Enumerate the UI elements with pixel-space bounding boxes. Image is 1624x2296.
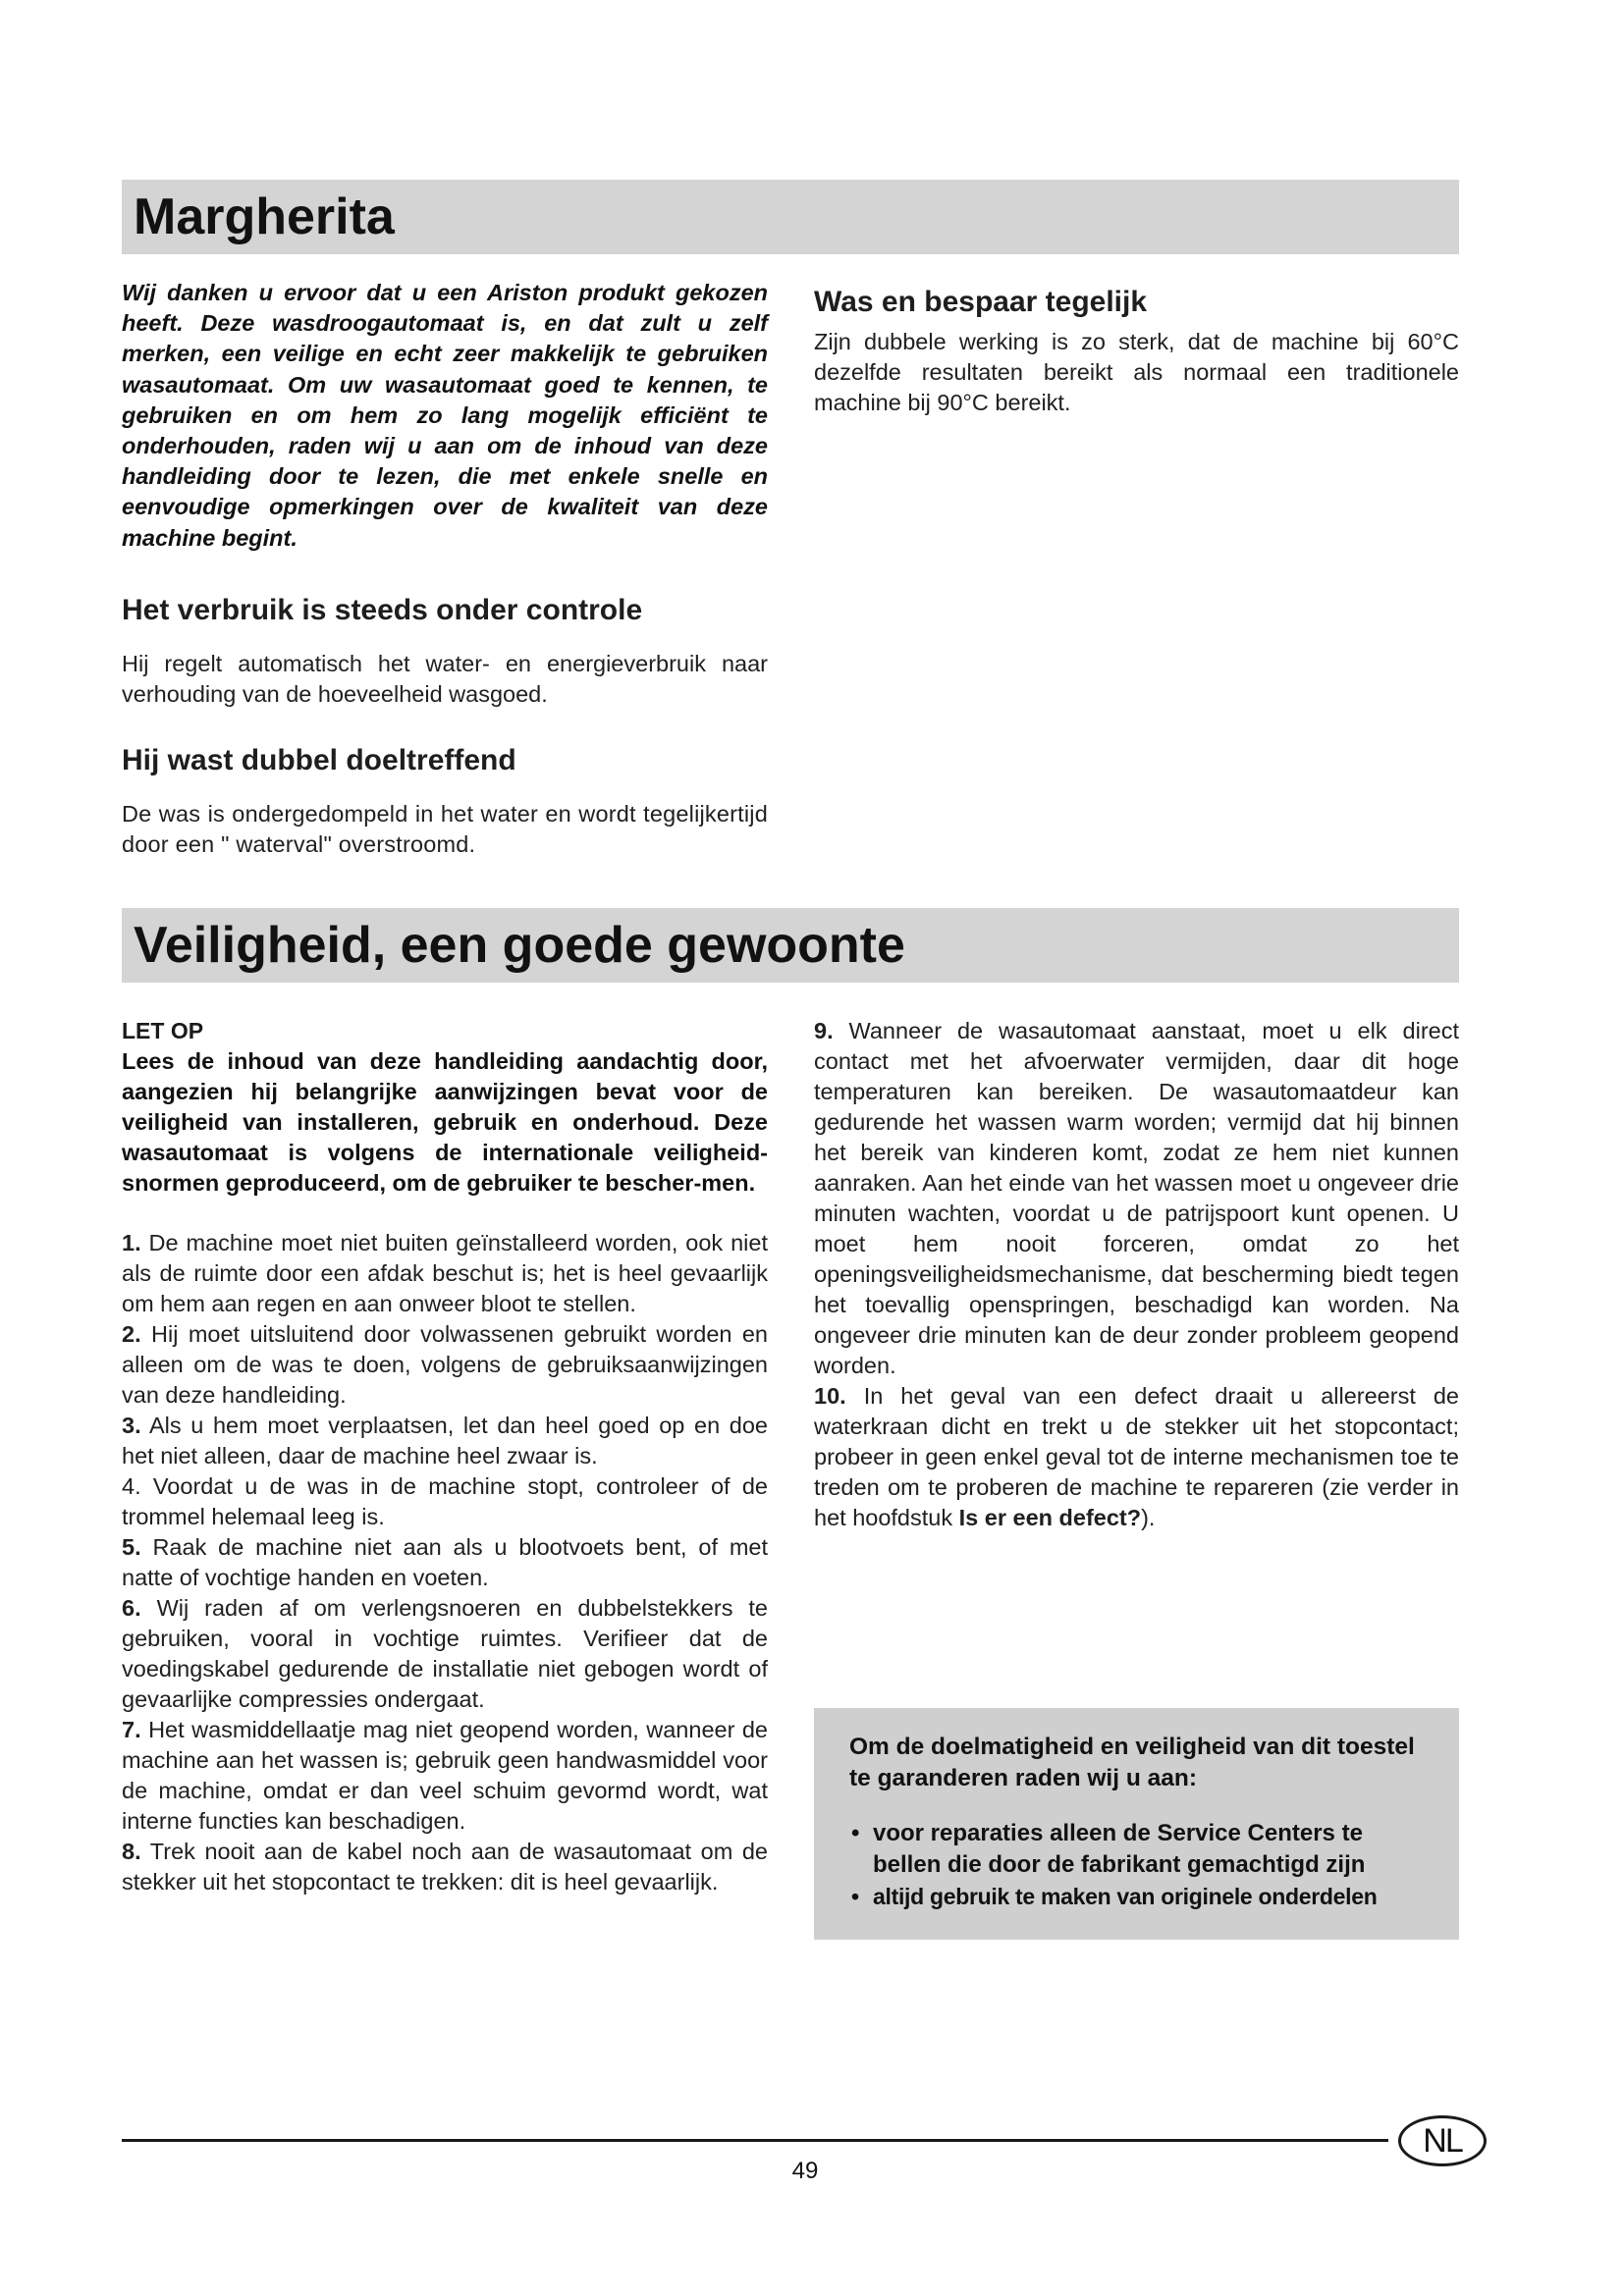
safety-item [122,1411,768,1471]
safety-item-text: In het geval van een defect draait u allereerst de waterkraan dicht en trekt u de stekker uit het stopcontact; probeer in geen enkel geval tot de interne mechanismen toe te treden om te proberen de machine te repareren (zie verder in het hoofdstuk [814,1383,1459,1530]
safety-item-text: Voordat u de was in de machine stopt, controleer of de trommel helemaal leeg is. [122,1473,768,1529]
intro-paragraph: Wij danken u ervoor dat u een Ariston produkt gekozen heeft. Deze wasdroogautomaat is, en dat zult u zelf merken, een veilige en echt zeer makkelijk te gebruiken wasautomaat. Om uw wasautomaat goed te kennen, te gebruiken en om hem zo lang mogelijk efficiënt te onderhouden, raden wij u aan om de inhoud van deze handleiding door te lezen, die met enkele snelle en eenvoudige opmerkingen over de kwaliteit van deze machine begint. [122,280,768,551]
safety-item [814,1381,1459,1533]
safety-item-number: 6. [122,1595,141,1621]
safety-item-text: Trek nooit aan de kabel noch aan de wasautomaat om de stekker uit het stopcontact te trekken: dit is heel gevaarlijk. [122,1839,768,1895]
safety-item-text: Wij raden af om verlengsnoeren en dubbelstekkers te gebruiken, vooral in vochtige ruimtes. Verifieer dat de voedingskabel gedurende de installatie niet gebogen wordt of gevaarlijke compressies ondergaat. [122,1595,768,1712]
advice-item: • altijd gebruik te maken van originele onderdelen [849,1881,1424,1912]
safety-item-number: 4. [122,1473,141,1499]
feature-text-double-wash: De was is ondergedompeld in het water en wordt tegelijkertijd door een " waterval" overstroomd. [122,800,768,857]
safety-item-number: 7. [122,1717,141,1742]
safety-item-number: 3. [122,1413,141,1438]
advice-item: • voor reparaties alleen de Service Centers te bellen die door de fabrikant gemachtigd zijn [849,1818,1424,1881]
feature-heading-save: Was en bespaar tegelijk [814,286,1148,318]
safety-item-number: 2. [122,1321,141,1347]
safety-item [122,1228,768,1319]
language-badge: NL [1398,2115,1487,2166]
safety-list-left [122,1228,768,1897]
safety-item-text: Wanneer de wasautomaat aanstaat, moet u elk direct contact met het afvoerwater vermijden, daar dit hoge temperaturen kan bereiken. De wasautomaatdeur kan gedurende het wassen warm worden; vermijd dat hij binnen het bereik van kinderen komt, zodat ze hem niet kunnen aanraken. Aan het einde van het wassen moet u ongeveer drie minuten wachten, voordat u de patrijspoort kunt openen. U moet hem nooit forceren, omdat zo het openingsveiligheidsmechanisme, dat bescherming biedt tegen het toevallig openspringen, beschadigd kan worden. Na ongeveer drie minuten kan de deur zonder probleem geopend worden. [814,1018,1459,1378]
safety-item-text: Het wasmiddellaatje mag niet geopend worden, wanneer de machine aan het wassen is; gebruik geen handwasmiddel voor de machine, omdat er dan veel schuim gevormd wordt, wat interne functies kan beschadigen. [122,1717,769,1834]
advice-box [814,1708,1459,1940]
safety-item-text: Hij moet uitsluitend door volwassenen gebruikt worden en alleen om de was te doen, volgens de gebruiksaanwijzingen van deze handleiding. [122,1321,768,1408]
safety-item [814,1016,1459,1381]
safety-item [122,1837,768,1897]
advice-box-title: Om de doelmatigheid en veiligheid van dit toestel te garanderen raden wij u aan: [849,1734,1415,1791]
safety-item-number: 5. [122,1534,141,1560]
safety-item-number: 9. [814,1018,834,1043]
safety-item [122,1715,768,1837]
feature-heading-consumption: Het verbruik is steeds onder controle [122,593,643,626]
safety-item-text: De machine moet niet buiten geïnstalleerd worden, ook niet als de ruimte door een afdak beschut is; het is heel gevaarlijk om hem aan regen en aan onweer bloot te stellen. [122,1230,768,1316]
safety-left-column [122,1016,768,1897]
safety-item [122,1593,768,1715]
safety-item [122,1532,768,1593]
safety-item-text: Als u hem moet verplaatsen, let dan heel goed op en doe het niet alleen, daar de machine heel zwaar is. [122,1413,768,1468]
save-column [814,286,1459,418]
advice-list [849,1818,1424,1912]
safety-right-column [814,1016,1459,1533]
page-number: 49 [791,2158,819,2184]
safety-item-number: 1. [122,1230,141,1255]
warning-text: Lees de inhoud van deze handleiding aandachtig door, aangezien hij belangrijke aanwijzingen bevat voor de veiligheid van installeren, gebruik en onderhoud. Deze wasautomaat is volgens de internationale veiligheid-snormen geproduceerd, om de gebruiker te bescher-men. [122,1048,768,1196]
footer-rule [122,2139,1388,2142]
section-title-safety: Veiligheid, een goede gewoonte [122,908,1459,983]
warning-label: LET OP [122,1018,204,1043]
feature-text-save: Zijn dubbele werking is zo sterk, dat de machine bij 60°C dezelfde resultaten bereikt als normaal een traditionele machine bij 90°C bereikt. [814,329,1459,415]
defect-chapter-reference: Is er een defect? [958,1505,1142,1530]
safety-item-number: 8. [122,1839,141,1864]
feature-heading-double-wash: Hij wast dubbel doeltreffend [122,743,516,776]
safety-item-text: Raak de machine niet aan als u blootvoets bent, of met natte of vochtige handen en voeten. [122,1534,768,1590]
safety-item-number: 10. [814,1383,846,1409]
intro-column [122,278,768,860]
section-title-margherita: Margherita [122,180,1459,254]
feature-text-consumption: Hij regelt automatisch het water- en energieverbruik naar verhouding van de hoeveelheid wasgoed. [122,650,768,707]
safety-item-tail: ). [1141,1505,1156,1530]
safety-item [122,1319,768,1411]
safety-item [122,1471,768,1532]
